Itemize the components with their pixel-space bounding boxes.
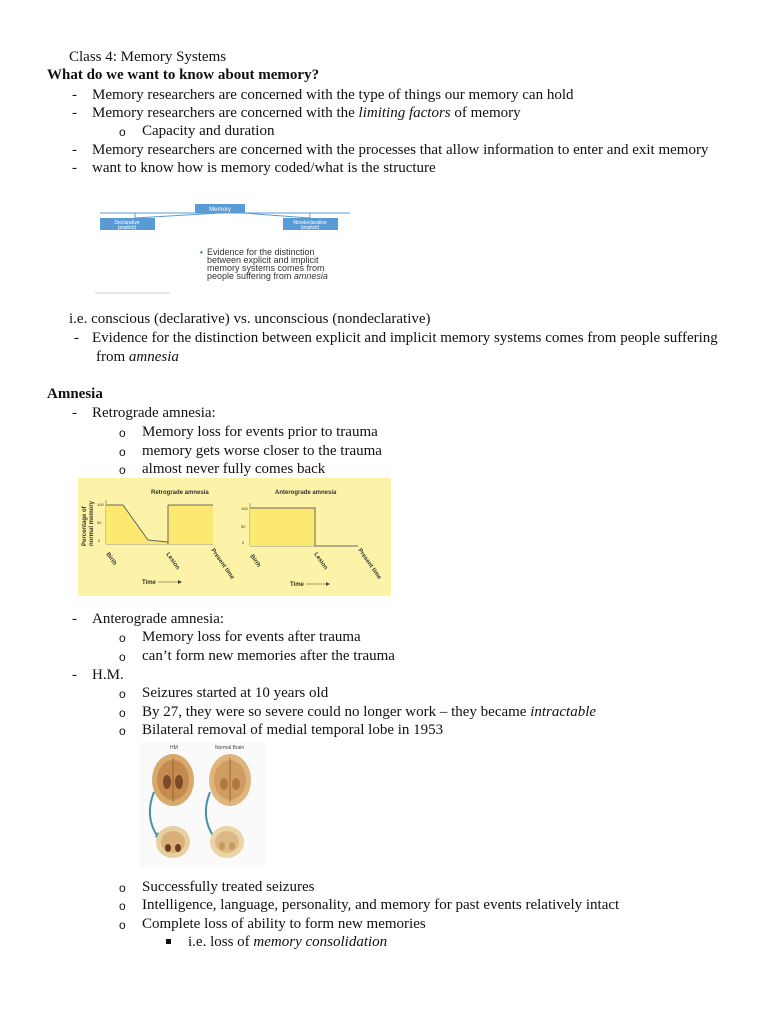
dash-bullet: -	[72, 405, 77, 421]
xtick-birth-2: Birth	[248, 553, 262, 569]
xtick-present-2: Present time	[356, 547, 382, 581]
evidence-line-3: memory systems comes from	[207, 263, 325, 273]
hm-brain-label: HM	[170, 745, 178, 751]
square-bullet	[166, 939, 171, 944]
circle-bullet: o	[119, 125, 126, 139]
section-heading-memory: What do we want to know about memory?	[47, 67, 320, 83]
dash-bullet: -	[72, 160, 77, 176]
circle-bullet: o	[119, 426, 126, 440]
circle-bullet: o	[119, 445, 126, 459]
ie-conscious-line: i.e. conscious (declarative) vs. unconscious (nondeclarative)	[69, 311, 431, 327]
dash-bullet: -	[72, 142, 77, 158]
anterograde-label: Anterograde amnesia:	[92, 611, 225, 627]
evidence-line-2: between explicit and implicit	[207, 255, 319, 265]
memory-systems-diagram	[95, 198, 435, 294]
retro-item: memory gets worse closer to the trauma	[142, 443, 382, 459]
bullet-text: want to know how is memory coded/what is the structure	[92, 160, 436, 176]
amnesia-heading: Amnesia	[47, 386, 103, 402]
dash-bullet: -	[74, 330, 79, 346]
explicit-label: (explicit)	[117, 225, 137, 231]
x-axis-label-2: Time	[290, 582, 304, 588]
x-axis-label-1: Time	[142, 580, 156, 586]
hm-item: Bilateral removal of medial temporal lobe in 1953	[142, 722, 444, 738]
ytick-50-b: 50	[241, 524, 246, 529]
evidence-line-4: people suffering from amnesia	[207, 271, 328, 281]
class-title: Class 4: Memory Systems	[69, 49, 227, 65]
normal-brain-label: Normal Brain	[215, 745, 245, 751]
circle-bullet: o	[119, 706, 126, 720]
circle-bullet: o	[119, 687, 126, 701]
evidence-line-1: Evidence for the distinction	[207, 247, 315, 257]
dash-bullet: -	[72, 667, 77, 683]
antero-item: Memory loss for events after trauma	[142, 629, 361, 645]
circle-bullet: o	[119, 463, 126, 477]
retrograde-label: Retrograde amnesia:	[92, 405, 216, 421]
xtick-birth-1: Birth	[104, 551, 118, 567]
retrograde-chart-title: Retrograde amnesia	[151, 490, 209, 496]
y-axis-label-2: normal memory	[89, 500, 95, 546]
ytick-100: 100	[97, 502, 104, 507]
xtick-present-1: Present time	[209, 547, 235, 581]
hm-item: Complete loss of ability to form new memories	[142, 916, 426, 932]
ytick-50: 50	[97, 520, 102, 525]
declarative-label: Declarative	[114, 220, 140, 226]
evidence-text: Evidence for the distinction between explicit and implicit memory systems comes from people suffering	[92, 330, 718, 346]
y-axis-label-1: Percentage of	[82, 506, 88, 546]
hm-label: H.M.	[92, 667, 124, 683]
circle-bullet: o	[119, 881, 126, 895]
retro-item: almost never fully comes back	[142, 461, 326, 477]
circle-bullet: o	[119, 899, 126, 913]
normal-brain-top-image	[209, 754, 251, 806]
retro-item: Memory loss for events prior to trauma	[142, 424, 378, 440]
ytick-0-b: 0	[242, 540, 245, 545]
bullet-text: Memory researchers are concerned with the processes that allow information to enter and exit memory	[92, 142, 709, 158]
xtick-lesion-2: Lesion	[312, 551, 329, 571]
bullet-text-limiting: Memory researchers are concerned with the limiting factors of memory	[92, 105, 521, 121]
xtick-lesion-1: Lesion	[164, 551, 181, 571]
implicit-label: (implicit)	[300, 225, 320, 231]
hm-item: Intelligence, language, personality, and memory for past events relatively intact	[142, 897, 620, 913]
circle-bullet: o	[119, 631, 126, 645]
brain-comparison-figure	[140, 742, 265, 867]
svg-text:•: •	[200, 248, 203, 257]
bullet-text: Memory researchers are concerned with the type of things our memory can hold	[92, 87, 574, 103]
hm-item: Successfully treated seizures	[142, 879, 315, 895]
evidence-text-cont: from amnesia	[96, 349, 179, 365]
circle-bullet: o	[119, 724, 126, 738]
sub-bullet-text: Capacity and duration	[142, 123, 275, 139]
circle-bullet: o	[119, 650, 126, 664]
normal-brain-section-image	[210, 826, 244, 858]
dash-bullet: -	[72, 105, 77, 121]
nondeclarative-label: Nondeclarative	[293, 220, 327, 226]
dash-bullet: -	[72, 87, 77, 103]
circle-bullet: o	[119, 918, 126, 932]
hm-brain-section-image	[156, 826, 190, 858]
antero-item: can’t form new memories after the trauma	[142, 648, 395, 664]
amnesia-charts	[78, 478, 391, 596]
consolidation-item: i.e. loss of memory consolidation	[188, 934, 388, 950]
hm-item: Seizures started at 10 years old	[142, 685, 329, 701]
ytick-0: 0	[98, 538, 101, 543]
dash-bullet: -	[72, 611, 77, 627]
ytick-100-b: 100	[241, 506, 248, 511]
anterograde-chart-title: Anterograde amnesia	[275, 490, 337, 496]
hm-brain-top-image	[152, 754, 194, 806]
hm-item-intractable: By 27, they were so severe could no longer work – they became intractable	[142, 704, 597, 720]
memory-root-label: Memory	[209, 207, 231, 213]
